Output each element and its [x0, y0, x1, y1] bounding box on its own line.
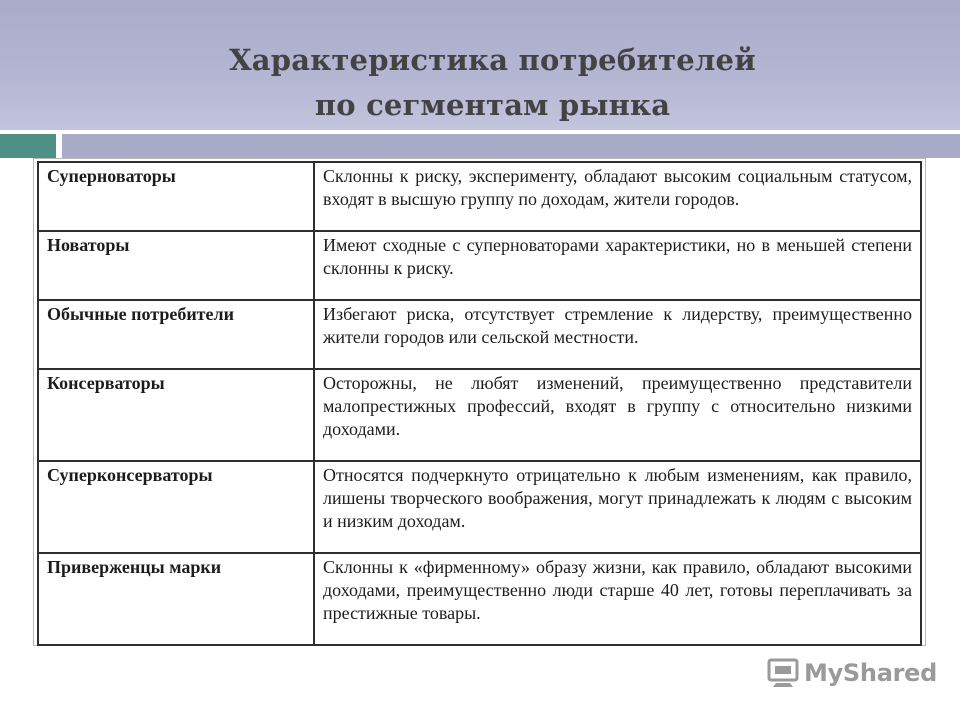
segment-description: Избегают риска, отсутствует стремление к лидерству, преимущественно жители городов или сельской местности.: [314, 300, 921, 369]
myshared-logo-icon: [766, 656, 800, 690]
slide-title-line-1: Характеристика потребителей: [229, 43, 756, 77]
table-row: [38, 369, 921, 461]
segment-name: Новаторы: [38, 231, 314, 300]
watermark-text: MyShared: [804, 659, 937, 687]
segment-name: Консерваторы: [38, 369, 314, 461]
segment-description: Склонны к риску, эксперименту, обладают высоким социальным статусом, входят в высшую группу по доходам, жители городов.: [314, 162, 921, 231]
segment-name: Суперконсерваторы: [38, 461, 314, 553]
segment-description: Имеют сходные с суперноваторами характеристики, но в меньшей степени склонны к риску.: [314, 231, 921, 300]
segment-name: Обычные потребители: [38, 300, 314, 369]
segments-table: [37, 161, 922, 646]
segment-description: Склонны к «фирменному» образу жизни, как правило, обладают высокими доходами, преимущественно люди старше 40 лет, готовы переплачивать за престижные товары.: [314, 553, 921, 645]
accent-bar-lavender: [62, 134, 960, 158]
slide-title-line-2: по сегментам рынка: [314, 88, 671, 122]
table-row: [38, 231, 921, 300]
table-row: [38, 461, 921, 553]
myshared-watermark[interactable]: [766, 656, 937, 690]
segment-name: Суперноваторы: [38, 162, 314, 231]
table-row: [38, 300, 921, 369]
table-frame: [33, 158, 926, 646]
accent-bar-teal: [0, 134, 56, 158]
segment-description: Относятся подчеркнуто отрицательно к любым изменениям, как правило, лишены творческого воображения, могут принадлежать к людям с высоким и низким доходам.: [314, 461, 921, 553]
table-row: [38, 553, 921, 645]
segment-description: Осторожны, не любят изменений, преимущественно представители малопрестижных профессий, входят в группу с относительно низкими доходами.: [314, 369, 921, 461]
segment-name: Приверженцы марки: [38, 553, 314, 645]
slide-title: [0, 38, 960, 128]
table-row: [38, 162, 921, 231]
